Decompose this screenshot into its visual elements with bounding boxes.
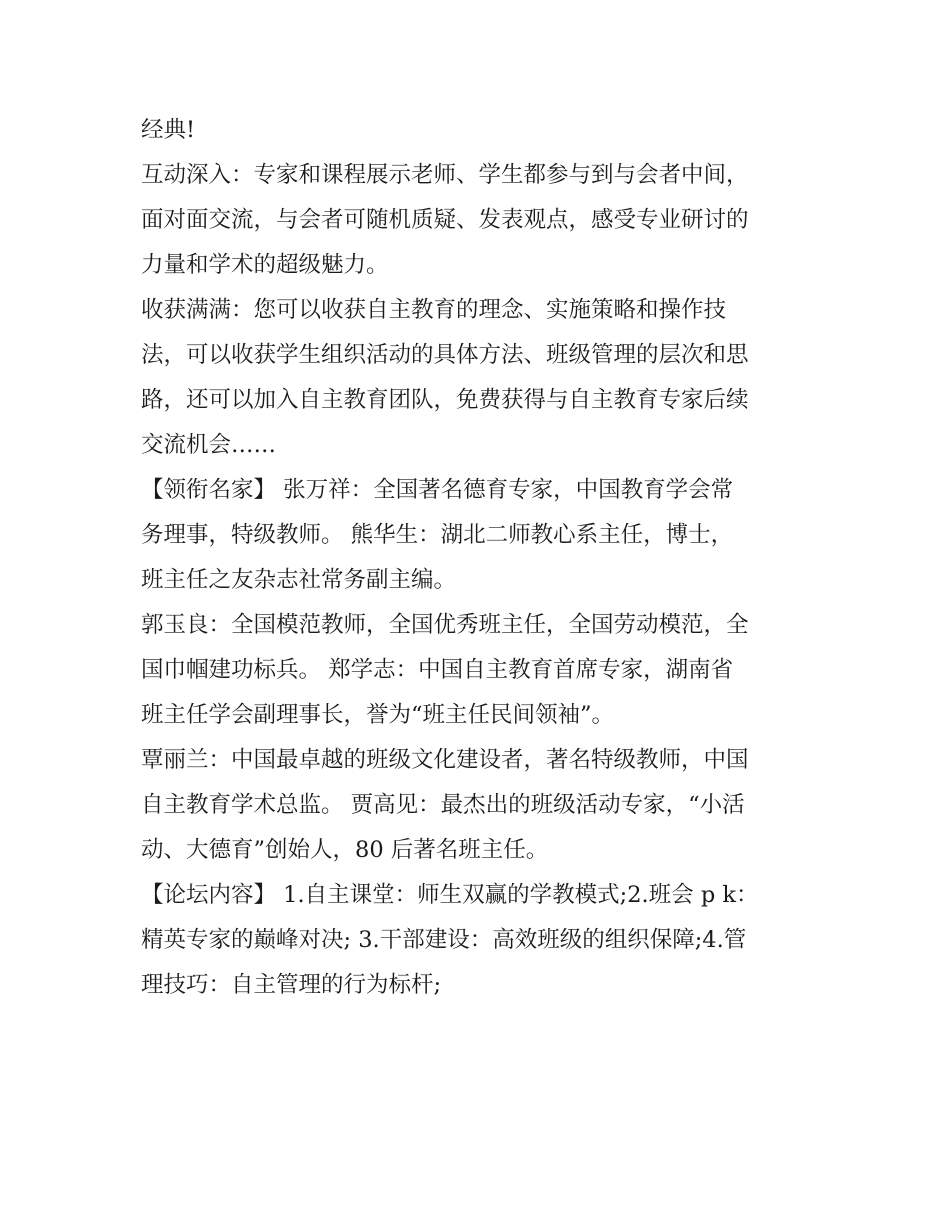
text-line: 面对面交流，与会者可随机质疑、发表观点，感受专业研讨的 [141, 207, 749, 233]
text-line: 路，还可以加入自主教育团队，免费获得与自主教育专家后续 [141, 387, 749, 413]
text-line: 覃丽兰：中国最卓越的班级文化建设者，著名特级教师，中国 [141, 747, 749, 773]
paragraph-classic [141, 108, 816, 153]
document-page [141, 108, 816, 1008]
text-line: 务理事，特级教师。 熊华生：湖北二师教心系主任，博士， [141, 522, 734, 548]
text-line: 班主任学会副理事长，誉为“班主任民间领袖”。 [141, 702, 615, 728]
text-line: 班主任之友杂志社常务副主编。 [141, 567, 457, 593]
text-line: 国巾帼建功标兵。 郑学志：中国自主教育首席专家，湖南省 [141, 657, 734, 683]
paragraph-guo-zheng [141, 603, 816, 738]
text-line: 互动深入：专家和课程展示老师、学生都参与到与会者中间， [141, 162, 749, 188]
paragraph-forum-content [141, 873, 816, 1008]
text-line: 【领衔名家】 张万祥：全国著名德育专家，中国教育学会常 [141, 477, 734, 503]
paragraph-interaction [141, 153, 816, 288]
text-line: 交流机会…… [141, 432, 277, 458]
paragraph-leading-experts [141, 468, 816, 603]
text-line: 【论坛内容】 1.自主课堂：师生双赢的学教模式;2.班会 p k： [141, 882, 759, 908]
text-line: 力量和学术的超级魅力。 [141, 252, 389, 278]
text-line: 理技巧：自主管理的行为标杆; [141, 972, 442, 998]
text-line: 收获满满：您可以收获自主教育的理念、实施策略和操作技 [141, 297, 727, 323]
paragraph-harvest [141, 288, 816, 468]
text-line: 自主教育学术总监。 贾高见：最杰出的班级活动专家，“小活 [141, 792, 745, 818]
text-line: 精英专家的巅峰对决; 3.干部建设：高效班级的组织保障;4.管 [141, 927, 747, 953]
text-line: 动、大德育”创始人，80 后著名班主任。 [141, 837, 549, 863]
text-line: 法，可以收获学生组织活动的具体方法、班级管理的层次和思 [141, 342, 749, 368]
paragraph-tan-jia [141, 738, 816, 873]
text-line: 郭玉良：全国模范教师，全国优秀班主任，全国劳动模范，全 [141, 612, 749, 638]
text-line: 经典! [141, 117, 196, 143]
